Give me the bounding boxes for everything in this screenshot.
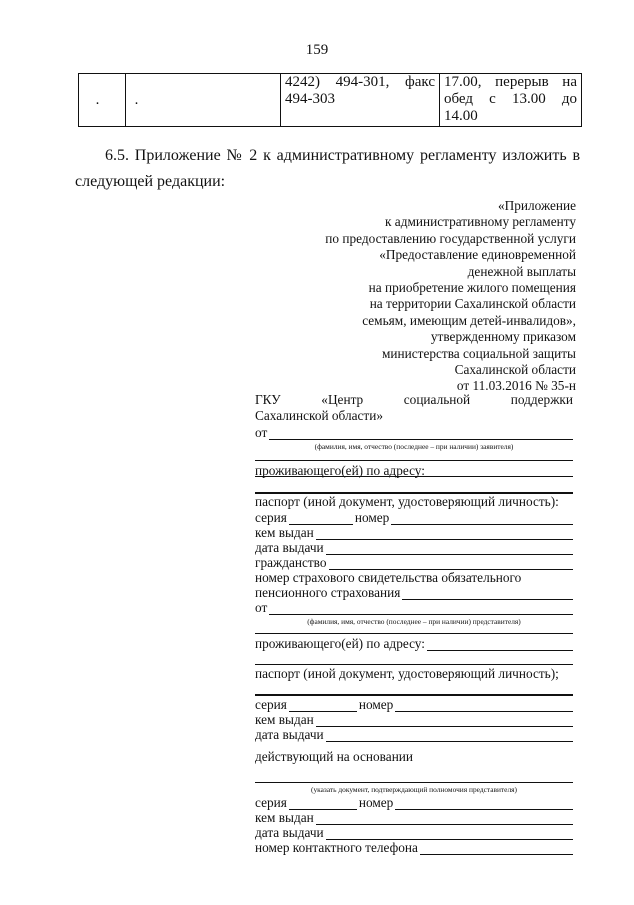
table-cell-phone (281, 74, 440, 127)
blank-line[interactable] (255, 460, 573, 461)
field-hint: (указать документ, подтверждающий полномочия представителя) (311, 785, 517, 794)
rep-passport-label: паспорт (иной документ, удостоверяющий личность); (255, 666, 559, 681)
doc-series-number-field[interactable] (255, 795, 573, 810)
field-label: номер (354, 510, 390, 525)
appendix-line: по предоставлению государственной услуги (325, 230, 576, 246)
field-label: от (255, 425, 268, 440)
blank-line[interactable] (255, 694, 573, 696)
field-label: серия (255, 795, 287, 810)
contact-phone-field[interactable] (255, 840, 573, 855)
field-label: дата выдачи (255, 825, 324, 840)
field-label: номер контактного телефона (255, 840, 418, 855)
citizenship-field[interactable] (255, 555, 573, 570)
field-label: кем выдан (255, 810, 314, 825)
issued-by-field[interactable] (255, 525, 573, 540)
address-label: проживающего(ей) по адресу: (255, 463, 425, 478)
table-row (79, 74, 582, 127)
applicant-name-field[interactable] (255, 425, 573, 440)
doc-issued-by-field[interactable] (255, 810, 573, 825)
field-label: гражданство (255, 555, 327, 570)
field-label: серия (255, 697, 287, 712)
addressee-word: «Центр (321, 392, 364, 407)
table-cell-hours (440, 74, 582, 127)
table-cell-index: · (79, 74, 126, 127)
blank-line[interactable] (255, 633, 573, 634)
appendix-line: «Предоставление единовременной (379, 247, 576, 263)
addressee (255, 392, 573, 424)
hours-line: 14.00 (444, 108, 478, 124)
table-cell-name: · (126, 74, 281, 127)
field-label: пенсионного страхования (255, 585, 401, 600)
field-label: номер (358, 795, 394, 810)
appendix-line: на приобретение жилого помещения (368, 280, 576, 296)
appendix-line: семьям, имеющим детей-инвалидов», (362, 312, 576, 328)
paragraph-line: следующей редакции: (75, 173, 226, 190)
contacts-table-fragment (78, 73, 582, 127)
field-label: кем выдан (255, 712, 314, 727)
rep-issue-date-field[interactable] (255, 727, 573, 742)
appendix-line: министерства социальной защиты (381, 345, 576, 361)
doc-issue-date-field[interactable] (255, 825, 573, 840)
passport-label: паспорт (иной документ, удостоверяющий личность): (255, 494, 559, 509)
hours-line: обед с 13.00 до (444, 91, 577, 107)
field-hint: (фамилия, имя, отчество (последнее – при наличии) представителя) (307, 617, 521, 626)
field-label: кем выдан (255, 525, 314, 540)
appendix-header (325, 198, 576, 395)
appendix-line: к административному регламенту (385, 214, 576, 230)
snils-label: номер страхового свидетельства обязательного (255, 570, 522, 585)
acting-basis-label: действующий на основании (255, 749, 414, 764)
rep-series-number-field[interactable] (255, 697, 573, 712)
field-label: номер (358, 697, 394, 712)
field-label: серия (255, 510, 287, 525)
field-label: проживающего(ей) по адресу: (255, 636, 425, 651)
appendix-line: на территории Сахалинской области (369, 296, 576, 312)
snils-field[interactable] (255, 585, 573, 600)
blank-line[interactable] (255, 664, 573, 665)
hours-line: 17.00, перерыв на (444, 74, 577, 90)
field-label: дата выдачи (255, 540, 324, 555)
rep-issued-by-field[interactable] (255, 712, 573, 727)
addressee-word: ГКУ (255, 392, 281, 407)
appendix-line: денежной выплаты (467, 263, 576, 279)
paragraph-line: 6.5. Приложение № 2 к административному регламенту изложить в (105, 147, 580, 164)
field-label: от (255, 600, 268, 615)
phone-line: 494-303 (285, 91, 335, 107)
field-hint: (фамилия, имя, отчество (последнее – при наличии) заявителя) (314, 442, 514, 451)
appendix-line: Сахалинской области (454, 362, 576, 378)
passport-series-number-field[interactable] (255, 510, 573, 525)
rep-address-field[interactable] (255, 636, 573, 651)
addressee-word: социальной (403, 392, 471, 407)
phone-line: 4242) 494-301, факс (285, 74, 435, 90)
issue-date-field[interactable] (255, 540, 573, 555)
page-number: 159 (305, 42, 329, 58)
appendix-line: от 11.03.2016 № 35-н (456, 378, 576, 394)
appendix-line: утвержденному приказом (430, 329, 576, 345)
blank-line[interactable] (255, 476, 573, 477)
representative-name-field[interactable] (255, 600, 573, 615)
blank-line[interactable] (255, 782, 573, 783)
field-label: дата выдачи (255, 727, 324, 742)
addressee-line: Сахалинской области» (255, 408, 384, 423)
appendix-line: «Приложение (497, 198, 576, 213)
addressee-word: поддержки (510, 392, 573, 407)
